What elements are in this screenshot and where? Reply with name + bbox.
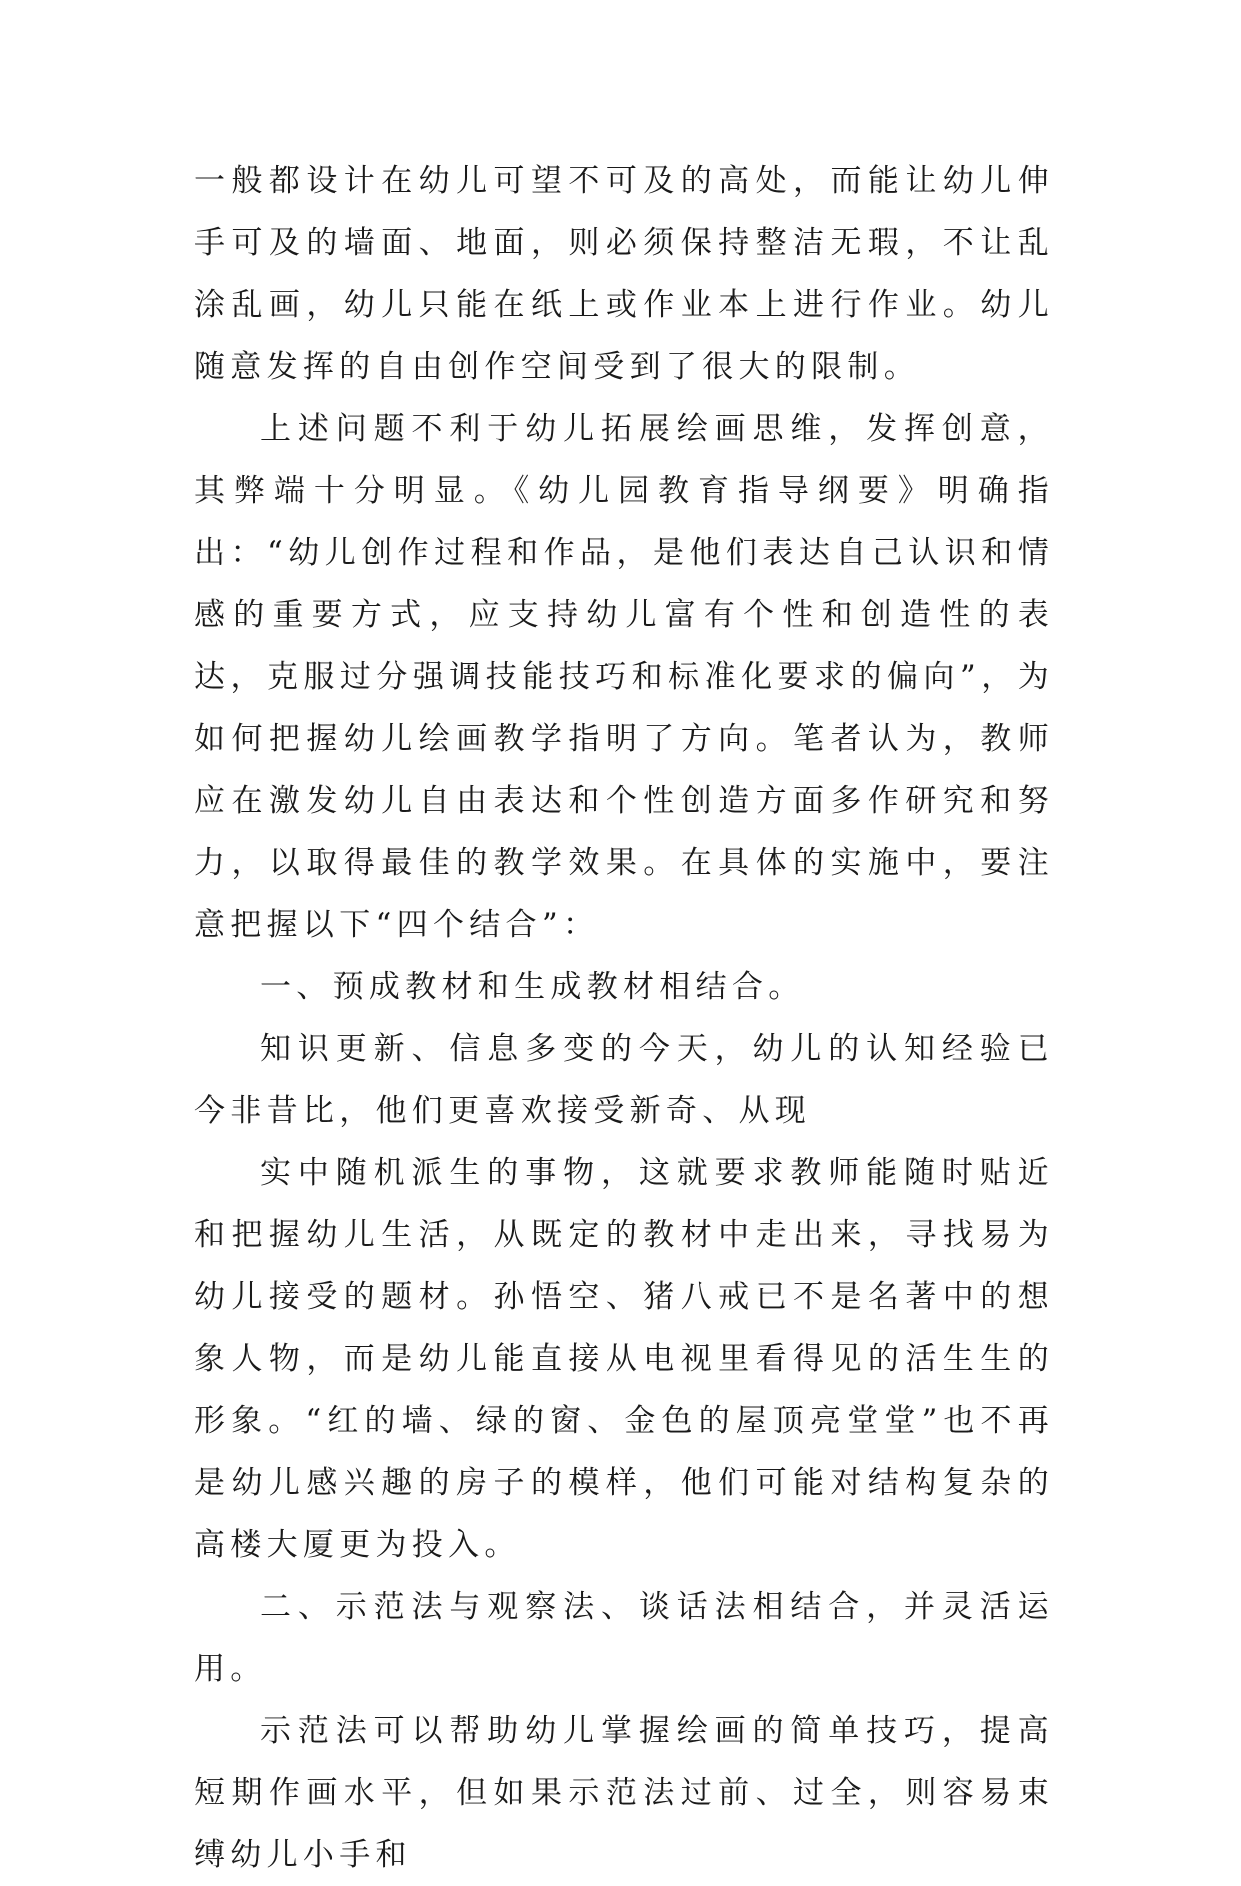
document-body — [194, 150, 1054, 1886]
paragraph-4: 实中随机派生的事物，这就要求教师能随时贴近和把握幼儿生活，从既定的教材中走出来，寻找易为幼儿接受的题材。孙悟空、猪八戒已不是名著中的想象人物，而是幼儿能直接从电视里看得见的活生生的形象。“红的墙、绿的窗、金色的屋顶亮堂堂”也不再是幼儿感兴趣的房子的模样，他们可能对结构复杂的高楼大厦更为投入。 — [194, 1155, 1054, 1563]
paragraph-1: 一般都设计在幼儿可望不可及的高处，而能让幼儿伸手可及的墙面、地面，则必须保持整洁无瑕，不让乱涂乱画，幼儿只能在纸上或作业本上进行作业。幼儿随意发挥的自由创作空间受到了很大的限制。 — [194, 163, 1054, 385]
paragraph-2: 上述问题不利于幼儿拓展绘画思维，发挥创意，其弊端十分明显。《幼儿园教育指导纲要》明确指出：“幼儿创作过程和作品，是他们表达自己认识和情感的重要方式，应支持幼儿富有个性和创造性的表达，克服过分强调技能技巧和标准化要求的偏向”，为如何把握幼儿绘画教学指明了方向。笔者认为，教师应在激发幼儿自由表达和个性创造方面多作研究和努力，以取得最佳的教学效果。在具体的实施中，要注意把握以下“四个结合”： — [194, 411, 1054, 943]
paragraph-3: 知识更新、信息多变的今天，幼儿的认知经验已今非昔比，他们更喜欢接受新奇、从现 — [194, 1031, 1054, 1129]
section-heading-1: 一、预成教材和生成教材相结合。 — [260, 969, 805, 1005]
section-heading-2: 二、示范法与观察法、谈话法相结合，并灵活运用。 — [194, 1589, 1054, 1687]
paragraph-5: 示范法可以帮助幼儿掌握绘画的简单技巧，提高短期作画水平，但如果示范法过前、过全，则容易束缚幼儿小手和 — [194, 1713, 1054, 1873]
